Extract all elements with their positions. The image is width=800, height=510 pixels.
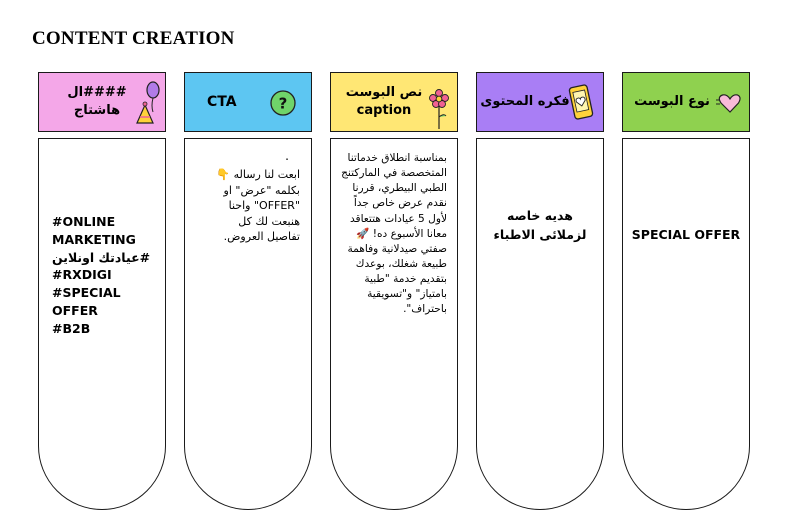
cta-line: "OFFER" واحنا — [228, 199, 300, 213]
cta-line: ابعت لنا رساله 👇 — [216, 168, 300, 181]
caption-line: نقدم عرض خاص جداً — [353, 197, 447, 210]
hashtag-line: #RXDIGI — [52, 267, 112, 283]
idea-text — [477, 207, 603, 245]
column-type — [622, 72, 750, 510]
column-cta — [184, 72, 312, 510]
caption-line: المتخصصة في الماركتنج — [341, 167, 447, 180]
cta-text — [184, 167, 307, 245]
caption-line: لأول 5 عيادات هتتعاقد — [349, 212, 447, 225]
svg-text:?: ? — [278, 94, 288, 113]
page-title: CONTENT CREATION — [32, 28, 235, 49]
caption-line: طبيعة شغلك، بوعدك — [355, 257, 447, 270]
hashtag-line: #SPECIAL OFFER — [52, 285, 121, 318]
caption-line: معانا الأسبوع ده! 🚀 — [356, 227, 447, 240]
balloon-party-hat-icon — [133, 79, 161, 125]
type-header-label: نوع البوست — [634, 94, 710, 110]
hashtags-card — [38, 138, 166, 510]
hashtag-line: MARKETING — [52, 231, 136, 247]
caption-line: بمناسبة انطلاق خدماتنا — [347, 152, 447, 164]
hashtag-line: عيادتك اونلاين# — [52, 249, 151, 265]
caption-line: بتقديم خدمة "طبية — [364, 273, 447, 286]
column-idea — [476, 72, 604, 510]
phone-heart-icon — [567, 82, 595, 122]
caption-line: صفتي صيدلانية وفاهمة — [347, 242, 447, 255]
cta-dot: . — [285, 149, 289, 163]
cta-header-label: CTA — [207, 93, 237, 110]
type-card — [622, 138, 750, 510]
hashtags-list — [52, 213, 165, 337]
cta-line: بكلمه "عرض" او — [223, 183, 300, 197]
caption-line: الطبي البيطري، قررنا — [352, 182, 447, 195]
idea-line: لزملائى الاطباء — [493, 226, 587, 242]
idea-card — [476, 138, 604, 510]
caption-line: باحتراف". — [403, 303, 447, 316]
column-caption — [330, 72, 458, 510]
idea-header — [476, 72, 604, 132]
caption-card — [330, 138, 458, 510]
caption-text — [330, 151, 454, 318]
column-hashtags — [38, 72, 166, 510]
cta-line: هنبعت لك كل — [238, 214, 300, 228]
heart-icon — [715, 92, 741, 114]
question-mark-icon — [269, 89, 297, 117]
hashtag-line: #ONLINE — [52, 214, 116, 229]
hashtags-header — [38, 72, 166, 132]
hashtag-line: #B2B — [52, 320, 91, 336]
cta-line: تفاصيل العروض. — [223, 230, 300, 244]
caption-header-label: نص البوست caption — [345, 85, 423, 118]
cta-card — [184, 138, 312, 510]
cta-header — [184, 72, 312, 132]
caption-header — [330, 72, 458, 132]
idea-header-label: فكره المحتوى — [480, 94, 570, 110]
idea-line: هديه خاصه — [507, 208, 573, 223]
type-text: SPECIAL OFFER — [631, 227, 741, 242]
type-header — [622, 72, 750, 132]
flower-icon — [429, 89, 449, 129]
caption-line: بامتياز" و"تسويقية — [367, 288, 447, 301]
hashtags-header-label: ال#### هاشتاج — [67, 85, 127, 118]
pointing-down-icon: 👇 — [216, 168, 231, 181]
